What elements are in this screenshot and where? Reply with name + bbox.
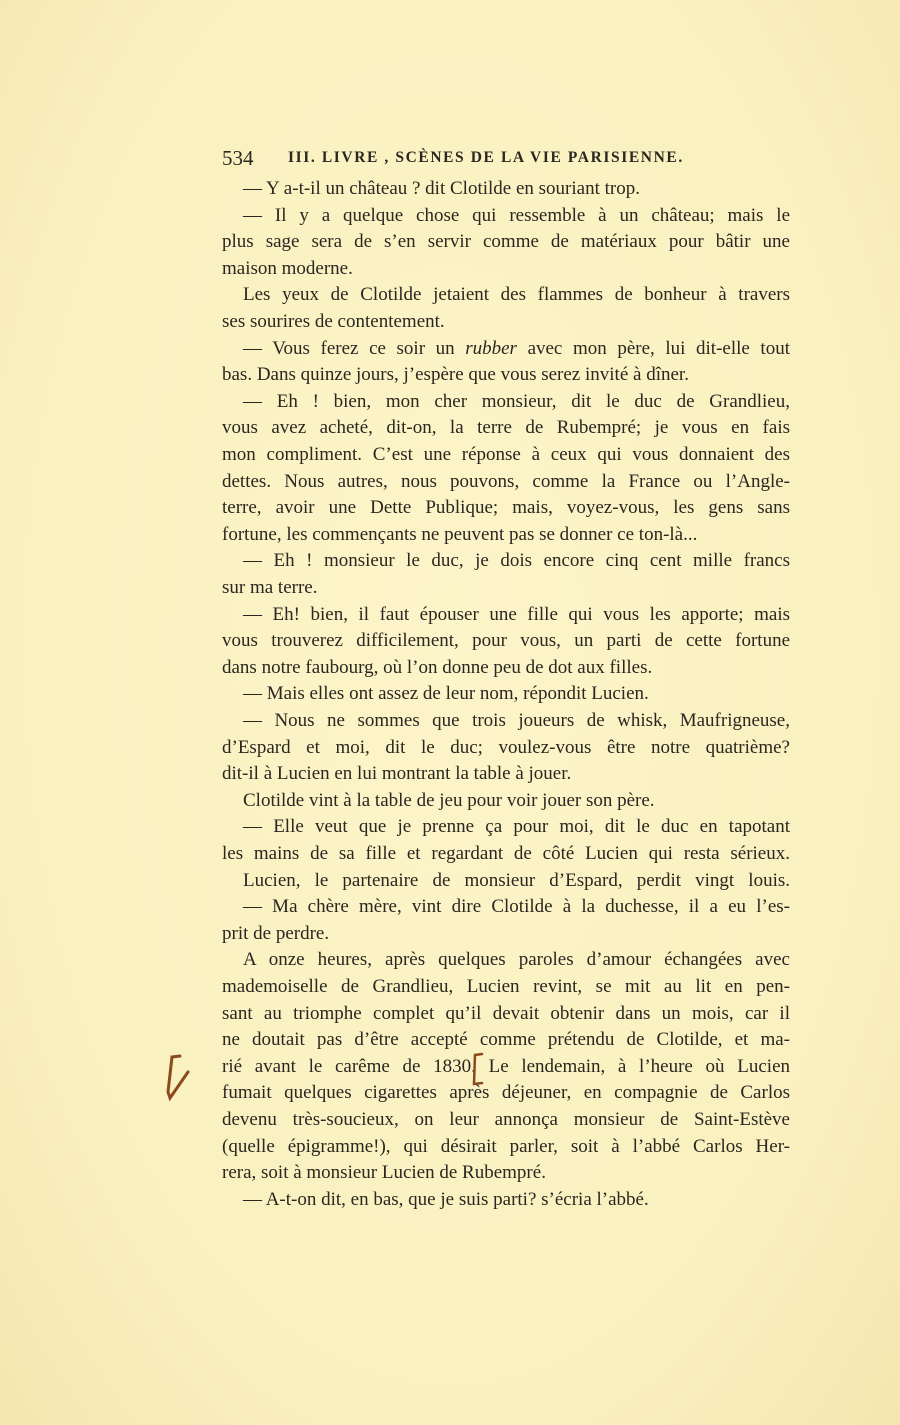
text-line: vous trouverez difficilement, pour vous, un parti de cette fortune xyxy=(222,630,790,652)
italic-word: rubber xyxy=(465,337,517,359)
text-line: terre, avoir une Dette Publique; mais, voyez-vous, les gens sans xyxy=(222,497,790,519)
margin-bracket-annotation-icon xyxy=(160,1052,196,1104)
text-line: rera, soit à monsieur Lucien de Rubempré. xyxy=(222,1162,546,1184)
inline-bracket-annotation-icon xyxy=(470,1050,486,1090)
text-line: bas. Dans quinze jours, j’espère que vous serez invité à dîner. xyxy=(222,364,689,386)
text-line: sur ma terre. xyxy=(222,577,318,598)
text-line: d’Espard et moi, dit le duc; voulez-vous être notre quatrième? xyxy=(222,736,790,758)
text-line: — Mais elles ont assez de leur nom, répondit Lucien. xyxy=(243,683,649,705)
page-number: 534 xyxy=(222,146,254,170)
text-line: mon compliment. C’est une réponse à ceux qui vous donnaient des xyxy=(222,444,790,465)
text-line: Lucien, le partenaire de monsieur d’Espard, perdit vingt louis. xyxy=(243,869,790,891)
text-line: dettes. Nous autres, nous pouvons, comme la France ou l’Angle- xyxy=(222,470,790,492)
text-line: — Elle veut que je prenne ça pour moi, dit le duc en tapotant xyxy=(243,816,790,838)
text-line: — Ma chère mère, vint dire Clotilde à la duchesse, il a eu l’es- xyxy=(243,896,790,918)
text-line: — Eh! bien, il faut épouser une fille qui vous les apporte; mais xyxy=(243,603,790,625)
text-line: Les yeux de Clotilde jetaient des flammes de bonheur à travers xyxy=(243,284,790,306)
text-line: ne doutait pas d’être accepté comme prétendu de Clotilde, et ma- xyxy=(222,1029,790,1051)
text-line: dit-il à Lucien en lui montrant la table à jouer. xyxy=(222,763,572,785)
text-line: mademoiselle de Grandlieu, Lucien revint, se mit au lit en pen- xyxy=(222,976,790,997)
text-line: vous avez acheté, dit-on, la terre de Rubempré; je vous en fais xyxy=(222,417,790,439)
text-line: — Nous ne sommes que trois joueurs de whisk, Maufrigneuse, xyxy=(243,710,790,731)
text-line: fumait quelques cigarettes après déjeuner, en compagnie de Carlos xyxy=(222,1082,790,1104)
text-line: plus sage sera de s’en servir comme de matériaux pour bâtir une xyxy=(222,231,790,253)
text-line: prit de perdre. xyxy=(222,922,330,944)
text-line: — Il y a quelque chose qui ressemble à un château; mais le xyxy=(243,204,790,226)
text-line: A onze heures, après quelques paroles d’amour échangées avec xyxy=(243,949,790,971)
text-line: rié avant le carême de 1830. Le lendemain, à l’heure où Lucien xyxy=(222,1055,790,1077)
text-line: ses sourires de contentement. xyxy=(222,311,445,332)
text-line: devenu très-soucieux, on leur annonça monsieur de Saint-Estève xyxy=(222,1109,790,1130)
text-line: maison moderne. xyxy=(222,257,353,279)
text-line: — Eh ! bien, mon cher monsieur, dit le duc de Grandlieu, xyxy=(243,390,790,412)
text-line: dans notre faubourg, où l’on donne peu de dot aux filles. xyxy=(222,656,653,678)
text-line: — Vous ferez ce soir un rubber avec mon père, lui dit-elle tout xyxy=(243,337,790,359)
text-line: — Y a-t-il un château ? dit Clotilde en souriant trop. xyxy=(243,178,640,199)
text-line: fortune, les commençants ne peuvent pas se donner ce ton-là... xyxy=(222,523,698,545)
running-title: III. LIVRE , SCÈNES DE LA VIE PARISIENNE. xyxy=(288,149,684,166)
text-line: les mains de sa fille et regardant de côté Lucien qui resta sérieux. xyxy=(222,843,790,864)
text-line: (quelle épigramme!), qui désirait parler, soit à l’abbé Carlos Her- xyxy=(222,1135,790,1157)
text-line: Clotilde vint à la table de jeu pour voir jouer son père. xyxy=(243,789,655,811)
text-line: — Eh ! monsieur le duc, je dois encore cinq cent mille francs xyxy=(243,550,790,572)
text-line: — A-t-on dit, en bas, que je suis parti? s’écria l’abbé. xyxy=(243,1188,649,1210)
text-line: sant au triomphe complet qu’il devait obtenir dans un mois, car il xyxy=(222,1002,790,1024)
page-header xyxy=(222,146,792,170)
